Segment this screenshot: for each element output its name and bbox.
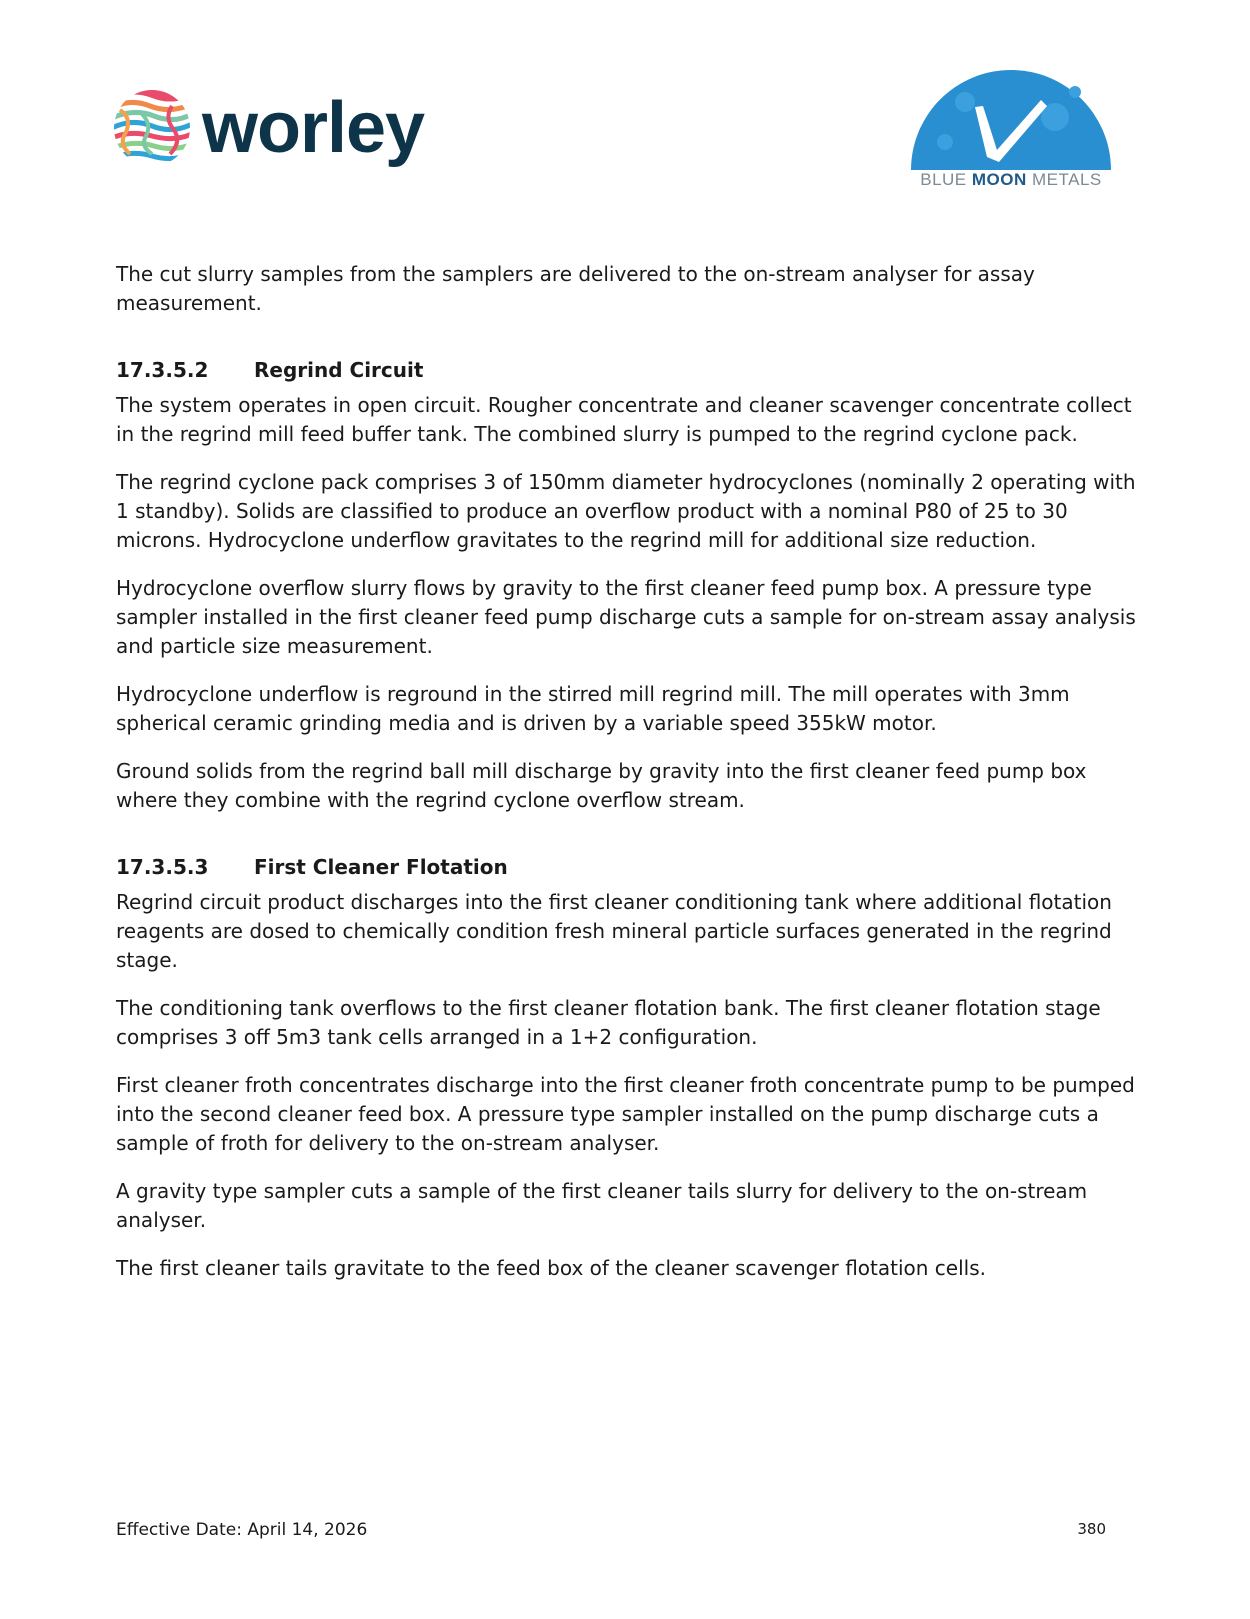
worley-wordmark: worley — [202, 88, 425, 168]
worley-globe-icon — [112, 88, 192, 168]
paragraph: The system operates in open circuit. Rougher concentrate and cleaner scavenger concentrate collect in the regrind mill feed buffer tank. The combined slurry is pumped to the regrind cyclone pack. — [116, 393, 1132, 446]
intro-paragraph: The cut slurry samples from the samplers are delivered to the on-stream analyser for assay measurement. — [116, 262, 1035, 315]
paragraph: Regrind circuit product discharges into the first cleaner conditioning tank where additional flotation reagents are dosed to chemically condition fresh mineral particle surfaces generated in the regrind stage. — [116, 890, 1112, 972]
moon-icon — [905, 62, 1117, 172]
section-number: 17.3.5.3 — [116, 855, 209, 879]
section-title: First Cleaner Flotation — [254, 855, 508, 879]
wordmark-metals: METALS — [1026, 170, 1102, 189]
paragraph: The first cleaner tails gravitate to the feed box of the cleaner scavenger flotation cells. — [116, 1256, 986, 1280]
paragraph: The regrind cyclone pack comprises 3 of 150mm diameter hydrocyclones (nominally 2 operating with 1 standby). Solids are classified to produce an overflow product with a nominal P80 of 25 to 30 microns. Hydrocyclone underflow gravitates to the regrind mill for additional size reduction. — [116, 470, 1136, 552]
page-footer — [116, 1520, 1106, 1540]
document-body — [116, 260, 1136, 1302]
paragraph: The conditioning tank overflows to the first cleaner flotation bank. The first cleaner flotation stage comprises 3 off 5m3 tank cells arranged in a 1+2 configuration. — [116, 996, 1101, 1049]
paragraph: First cleaner froth concentrates discharge into the first cleaner froth concentrate pump to be pumped into the second cleaner feed box. A pressure type sampler installed on the pump discharge cuts a sample of froth for delivery to the on-stream analyser. — [116, 1073, 1135, 1155]
section-number: 17.3.5.2 — [116, 358, 209, 382]
section-title: Regrind Circuit — [254, 358, 424, 382]
paragraph: A gravity type sampler cuts a sample of the first cleaner tails slurry for delivery to the on-stream analyser. — [116, 1179, 1088, 1232]
worley-logo — [112, 88, 424, 168]
section-heading-first-cleaner-flotation — [116, 853, 1136, 882]
paragraph: Hydrocyclone underflow is reground in the stirred mill regrind mill. The mill operates with 3mm spherical ceramic grinding media and is driven by a variable speed 355kW motor. — [116, 682, 1070, 735]
effective-date: Effective Date: April 14, 2026 — [116, 1520, 368, 1540]
paragraph: Ground solids from the regrind ball mill discharge by gravity into the first cleaner feed pump box where they combine with the regrind cyclone overflow stream. — [116, 759, 1087, 812]
section-heading-regrind-circuit — [116, 356, 1136, 385]
paragraph: Hydrocyclone overflow slurry flows by gravity to the first cleaner feed pump box. A pressure type sampler installed in the first cleaner feed pump discharge cuts a sample for on-stream assay analysis and particle size measurement. — [116, 576, 1136, 658]
page-header — [0, 0, 1250, 220]
wordmark-moon: MOON — [971, 170, 1027, 189]
wordmark-blue: BLUE — [920, 170, 972, 189]
blue-moon-metals-wordmark — [905, 170, 1117, 190]
blue-moon-metals-logo — [905, 62, 1117, 192]
page-number: 380 — [1077, 1520, 1106, 1538]
